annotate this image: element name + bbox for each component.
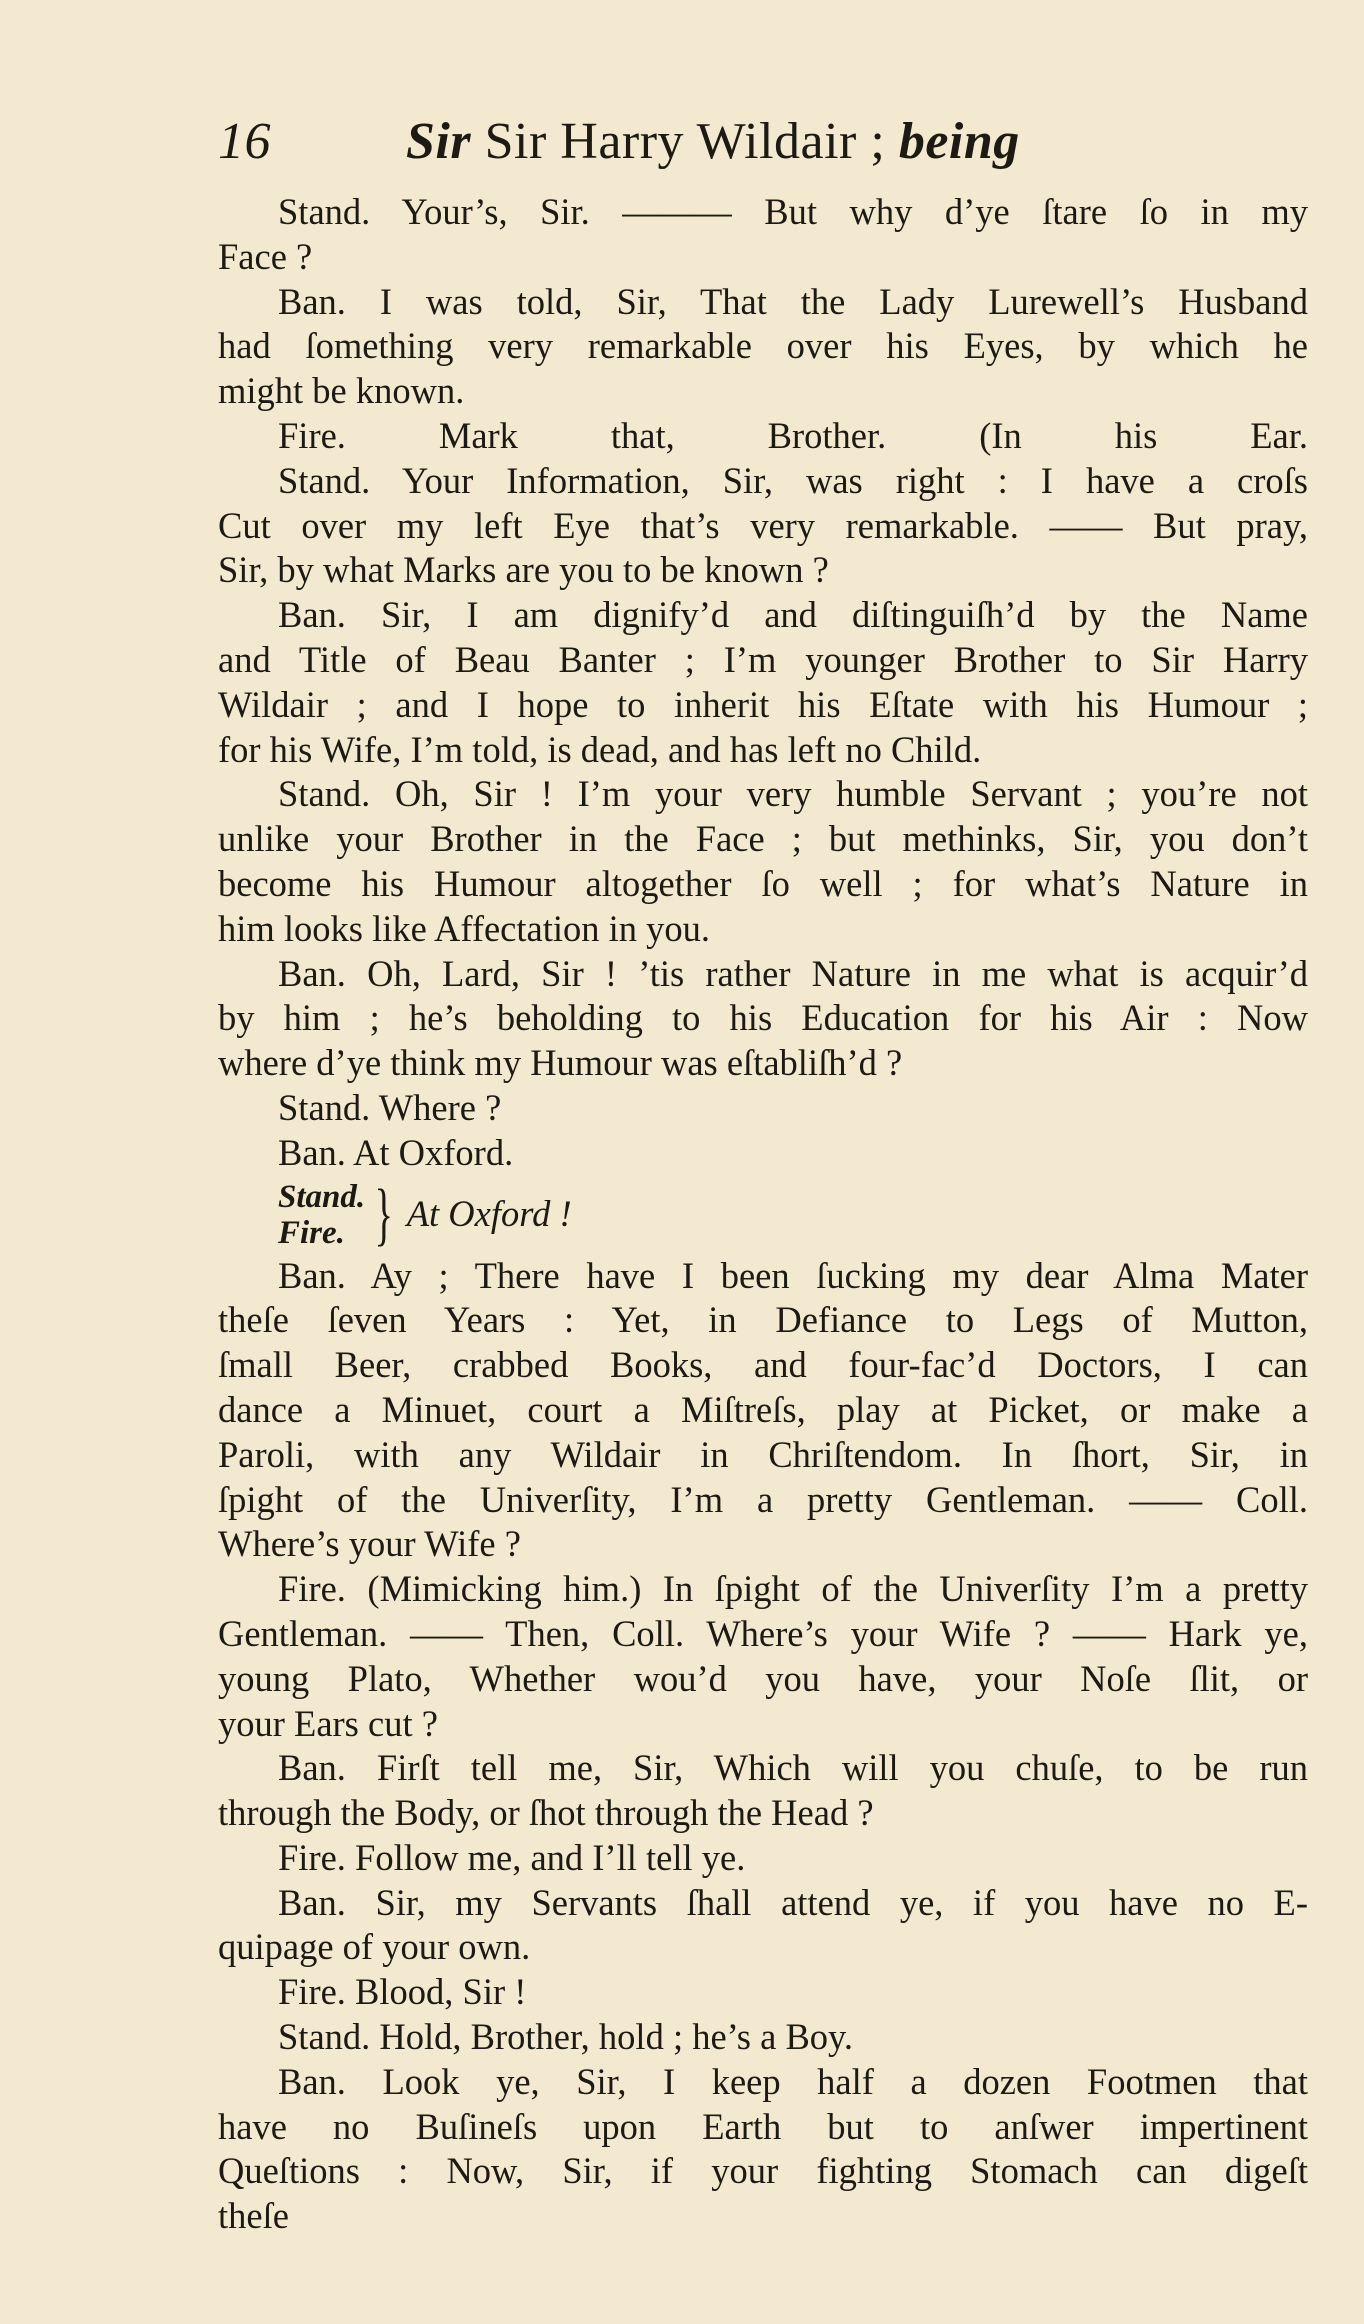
text-line: Stand. Where ? xyxy=(278,1086,502,1128)
text-line: unlike your Brother in the Face ; but methinks, Sir, you don’t xyxy=(218,818,1308,860)
text-line: Ban. Ay ; There have I been ſucking my dear Alma Mater xyxy=(278,1254,1308,1296)
brace-icon: } xyxy=(374,1175,394,1253)
running-title xyxy=(406,112,1020,171)
text-line: Ban. Firſt tell me, Sir, Which will you chuſe, to be run xyxy=(278,1747,1308,1789)
text-line: Stand. Hold, Brother, hold ; he’s a Boy. xyxy=(278,2016,854,2058)
text-line: young Plato, Whether wou’d you have, your Noſe ſlit, or xyxy=(218,1657,1308,1699)
text-line: have no Buſineſs upon Earth but to anſwer impertinent xyxy=(218,2105,1308,2147)
text-line: Stand. Oh, Sir ! I’m your very humble Servant ; you’re not xyxy=(278,773,1308,815)
text-line: Queſtions : Now, Sir, if your fighting Stomach can digeſt xyxy=(218,2150,1308,2192)
text-line: ſpight of the Univerſity, I’m a pretty Gentleman. —— Coll. xyxy=(218,1478,1308,1520)
text-line: for his Wife, I’m told, is dead, and has left no Child. xyxy=(218,728,982,770)
text-block-2 xyxy=(218,1254,1308,2195)
text-line: Ban. I was told, Sir, That the Lady Lurewell’s Husband xyxy=(278,280,1308,322)
text-line: Stand. Your Information, Sir, was right : I have a croſs xyxy=(278,459,1308,501)
text-line: Where’s your Wife ? xyxy=(218,1523,521,1565)
text-line: Ban. Oh, Lard, Sir ! ’tis rather Nature in me what is acquir’d xyxy=(278,952,1308,994)
text-line: ſmall Beer, crabbed Books, and four-fac’d Doctors, I can xyxy=(218,1344,1308,1386)
text-line: Stand. Your’s, Sir. ——— But why d’ye ſtare ſo in my xyxy=(278,191,1308,232)
text-line: through the Body, or ſhot through the Head ? xyxy=(218,1792,874,1834)
text-line: Fire. Mark that, Brother. (In his Ear. xyxy=(278,414,1308,456)
running-title-italic: being xyxy=(898,113,1020,170)
text-line: Cut over my left Eye that’s very remarkable. —— But pray, xyxy=(218,504,1308,546)
text-line: by him ; he’s beholding to his Education for his Air : Now xyxy=(218,997,1308,1039)
text-line: where d’ye think my Humour was eſtabliſh’d ? xyxy=(218,1042,903,1084)
page-number: 16 xyxy=(218,113,271,170)
text-line: Ban. Sir, my Servants ſhall attend ye, if you have no E- xyxy=(278,1881,1308,1923)
text-line: Sir, by what Marks are you to be known ? xyxy=(218,549,829,591)
play-text xyxy=(218,190,1308,2239)
catchword: theſe xyxy=(218,2195,289,2237)
text-line: Ban. At Oxford. xyxy=(278,1131,514,1173)
text-line: Paroli, with any Wildair in Chriſtendom. In ſhort, Sir, in xyxy=(218,1433,1308,1475)
text-line: your Ears cut ? xyxy=(218,1702,438,1744)
text-line: Fire. Blood, Sir ! xyxy=(278,1971,527,2013)
brace-speaker-2: Fire. xyxy=(278,1214,345,1251)
text-line: Face ? xyxy=(218,235,313,277)
text-line: Wildair ; and I hope to inherit his Eſtate with his Humour ; xyxy=(218,683,1308,725)
brace-speakers xyxy=(278,1179,365,1251)
text-line: had ſomething very remarkable over his Eyes, by which he xyxy=(218,325,1308,367)
text-line: Gentleman. —— Then, Coll. Where’s your Wife ? —— Hark ye, xyxy=(218,1612,1308,1654)
text-line: quipage of your own. xyxy=(218,1926,531,1968)
text-line: theſe ſeven Years : Yet, in Defiance to Legs of Mutton, xyxy=(218,1299,1308,1341)
text-line: Ban. Sir, I am dignify’d and diſtinguiſh’d by the Name xyxy=(278,594,1308,636)
running-header xyxy=(218,112,1308,190)
joint-speech xyxy=(218,1176,1308,1254)
text-line: dance a Minuet, court a Miſtreſs, play at Picket, or make a xyxy=(218,1388,1308,1430)
text-line: him looks like Affectation in you. xyxy=(218,907,711,949)
text-line: might be known. xyxy=(218,370,465,412)
text-line: Fire. Follow me, and I’ll tell ye. xyxy=(278,1836,746,1878)
text-line: and Title of Beau Banter ; I’m younger Brother to Sir Harry xyxy=(218,638,1308,680)
running-title-sir: Sir xyxy=(406,113,472,170)
text-line: Ban. Look ye, Sir, I keep half a dozen Footmen that xyxy=(278,2060,1308,2102)
brace-speech: At Oxford ! xyxy=(406,1193,572,1235)
text-block-1 xyxy=(218,190,1308,1176)
brace-speaker-1: Stand. xyxy=(278,1178,366,1215)
running-title-plain: Sir Harry Wildair ; xyxy=(484,113,886,170)
text-line: Fire. (Mimicking him.) In ſpight of the Univerſity I’m a pretty xyxy=(278,1568,1308,1610)
text-line: become his Humour altogether ſo well ; for what’s Nature in xyxy=(218,862,1308,904)
